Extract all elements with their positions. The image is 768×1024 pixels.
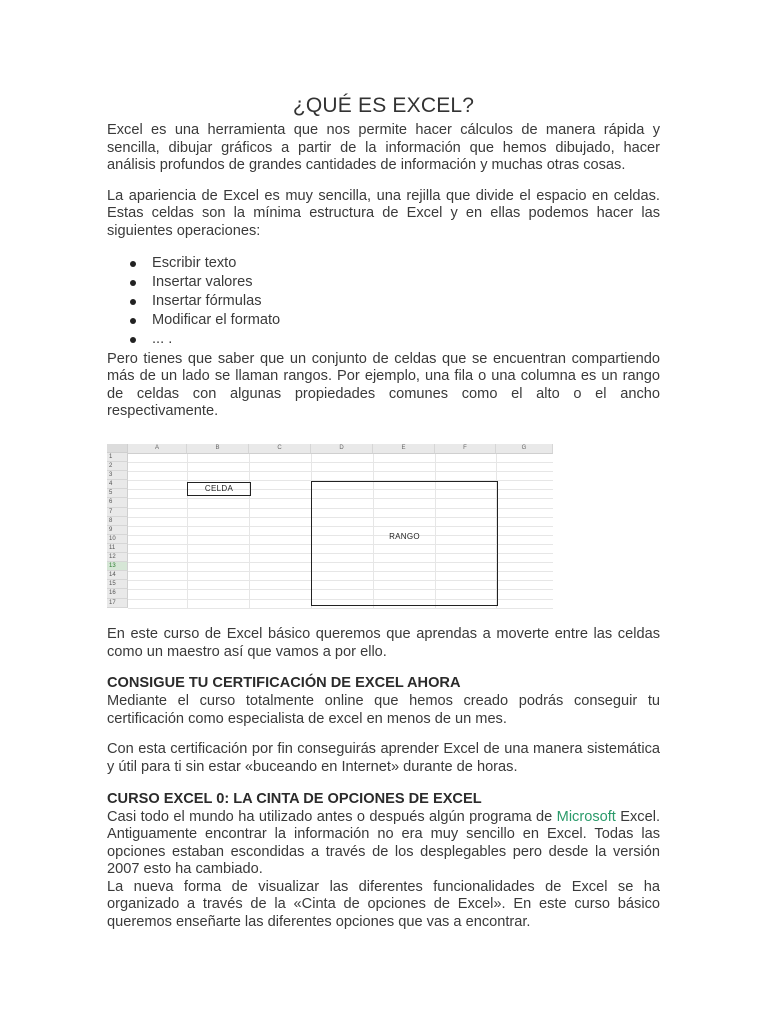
row-header: 12 — [107, 553, 128, 562]
grid-line — [187, 453, 188, 609]
grid-line — [249, 453, 250, 609]
operations-list — [107, 254, 660, 349]
row-header: 6 — [107, 498, 128, 507]
row-header: 8 — [107, 517, 128, 526]
spreadsheet-figure — [107, 444, 553, 609]
row-header: 14 — [107, 571, 128, 580]
cert-paragraph-2: Con esta certificación por fin conseguirás aprender Excel de una manera sistemática y útil para ti sin estar «buceando en Internet» durante de horas. — [107, 741, 660, 775]
column-header: G — [496, 444, 553, 454]
row-header: 17 — [107, 599, 128, 608]
column-header: C — [249, 444, 311, 454]
sheet-corner — [107, 444, 128, 453]
ribbon-text-before: Casi todo el mundo ha utilizado antes o después algún programa de — [107, 808, 557, 825]
ribbon-paragraph-1 — [107, 809, 660, 879]
column-header: A — [128, 444, 187, 454]
row-header: 16 — [107, 589, 128, 598]
row-header: 4 — [107, 480, 128, 489]
list-item: Insertar valores — [152, 273, 660, 292]
column-header: F — [435, 444, 496, 454]
row-header: 10 — [107, 535, 128, 544]
list-item: Escribir texto — [152, 254, 660, 273]
grid-line — [128, 608, 553, 609]
ribbon-heading: CURSO EXCEL 0: LA CINTA DE OPCIONES DE EXCEL — [107, 790, 482, 807]
row-header: 5 — [107, 489, 128, 498]
range-label: RANGO — [389, 531, 420, 541]
column-header: B — [187, 444, 249, 454]
cert-paragraph-1: Mediante el curso totalmente online que hemos creado podrás conseguir tu certificación como especialista de excel en menos de un mes. — [107, 693, 660, 727]
microsoft-link[interactable]: Microsoft — [556, 808, 616, 825]
column-header: E — [373, 444, 435, 454]
list-item: Modificar el formato — [152, 311, 660, 330]
grid-line — [128, 471, 553, 472]
row-header: 1 — [107, 453, 128, 462]
row-header: 15 — [107, 580, 128, 589]
row-header: 3 — [107, 471, 128, 480]
column-header: D — [311, 444, 373, 454]
row-header: 11 — [107, 544, 128, 553]
row-header: 9 — [107, 526, 128, 535]
row-header: 7 — [107, 508, 128, 517]
list-item: Insertar fórmulas — [152, 292, 660, 311]
grid-line — [128, 462, 553, 463]
ribbon-paragraph-2: La nueva forma de visualizar las diferentes funcionalidades de Excel se ha organizado a través de la «Cinta de opciones de Excel». En este curso básico queremos enseñarte las diferentes opciones que vas a encontrar. — [107, 878, 660, 931]
intro-paragraph: Excel es una herramienta que nos permite hacer cálculos de manera rápida y sencilla, dibujar gráficos a partir de la información que hemos dibujado, hacer análisis profundos de grandes cantidades de información y muchas otras cosas. — [107, 122, 660, 174]
cert-heading: CONSIGUE TU CERTIFICACIÓN DE EXCEL AHORA — [107, 675, 461, 692]
row-header: 13 — [107, 562, 128, 571]
ribbon-text-after: Excel. Antiguamente encontrar la información no era muy sencillo en Excel. Todas las opciones estaban escondidas a través de los desplegables pero desde la versión 2007 esto ha cambiado. — [107, 808, 661, 878]
row-header: 2 — [107, 462, 128, 471]
course-intro-paragraph: En este curso de Excel básico queremos que aprendas a moverte entre las celdas como un maestro así que vamos a por ello. — [107, 625, 660, 660]
list-item: ... . — [152, 330, 660, 349]
page-title: ¿QUÉ ES EXCEL? — [292, 94, 475, 117]
ranges-paragraph: Pero tienes que saber que un conjunto de celdas que se encuentran compartiendo más de un lado se llaman rangos. Por ejemplo, una fila o una columna es un rango de celdas con algunas propiedades comunes como el alto o el ancho respectivamente. — [107, 350, 660, 420]
cell-highlight: CELDA — [187, 482, 251, 496]
appearance-paragraph: La apariencia de Excel es muy sencilla, una rejilla que divide el espacio en celdas. Estas celdas son la mínima estructura de Excel y en ellas podemos hacer las siguientes operaciones: — [107, 187, 660, 239]
range-highlight — [311, 481, 498, 606]
document-page — [107, 94, 660, 932]
